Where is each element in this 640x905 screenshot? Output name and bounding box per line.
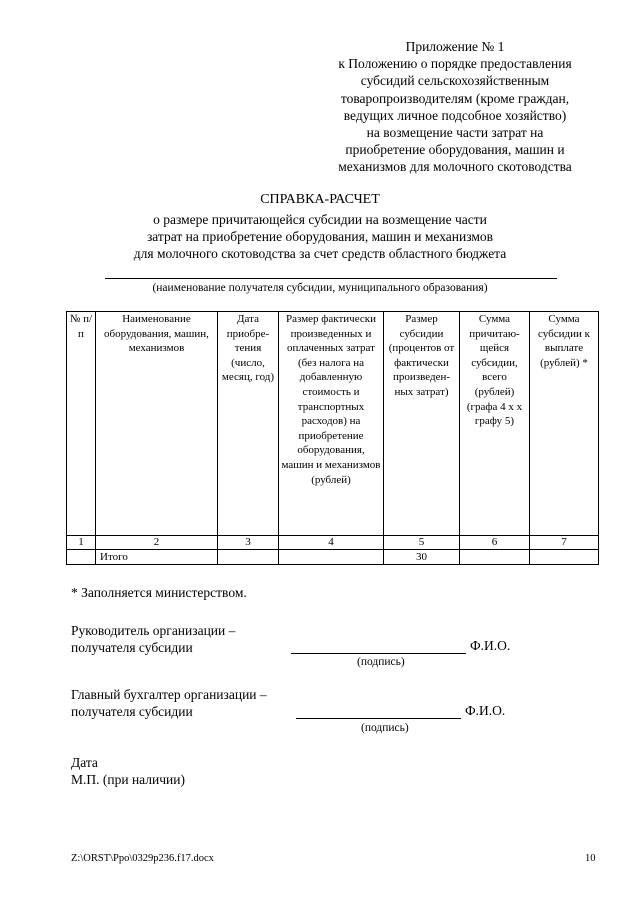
total-cell [67,550,96,565]
footnote: * Заполняется министерством. [71,585,247,600]
appendix-line: субсидий сельскохозяйственным [360,73,550,89]
header-cell: Наименование оборудования, машин, механизмов [96,312,218,536]
header-cell: Сумма причитаю-щейся субсидии, всего (рублей) (графа 4 х х графу 5) [460,312,530,536]
date-label: Дата [71,755,98,770]
appendix-line: к Положению о порядке предоставления [338,56,572,72]
total-cell [279,550,384,565]
stamp-label: М.П. (при наличии) [71,772,185,788]
column-number-cell: 2 [96,536,218,550]
signature-label-line: Главный бухгалтер организации – [71,687,267,702]
table-row [67,550,599,565]
signature-label-line: получателя субсидии [71,704,193,720]
footer-file-path: Z:\ORST\Ppo\0329p236.f17.docx [71,853,214,864]
signature-label-line: Руководитель организации – [71,623,236,638]
subtitle-line: о размере причитающейся субсидии на возмещение части [153,212,487,227]
accountant-signature-line [296,718,461,719]
accountant-signature-caption: (подпись) [361,722,409,734]
total-label-cell: Итого [96,550,218,565]
header-cell: № п/п [67,312,96,536]
appendix-line: механизмов для молочного скотоводства [338,159,572,175]
subtitle-line: для молочного скотоводства за счет средств областного бюджета [133,246,507,262]
appendix-line: на возмещение части затрат на [366,125,544,141]
header-cell: Размер фактически произведенных и оплаченных затрат (без налога на добавленную стоимость и транспортных расходов) на приобретение оборудования, машин и механизмов (рублей) [279,312,384,536]
document-subtitle [0,211,640,263]
date-block [71,754,185,788]
appendix-line: товаропроизводителям (кроме граждан, [340,90,570,106]
table-header-row [67,312,599,536]
column-number-cell: 7 [530,536,599,550]
total-cell [218,550,279,565]
head-signature-label [71,622,235,656]
accountant-fio: Ф.И.О. [465,703,506,718]
head-signature-caption: (подпись) [357,656,405,668]
recipient-line [105,278,557,279]
column-number-cell: 4 [279,536,384,550]
total-cell [530,550,599,565]
appendix-line: Приложение № 1 [405,39,505,54]
table-row [67,536,599,550]
appendix-line: ведущих личное подсобное хозяйство) [343,107,567,123]
total-cell [460,550,530,565]
signature-label-line: получателя субсидии [71,640,193,656]
column-number-cell: 5 [384,536,460,550]
subtitle-line: затрат на приобретение оборудования, машин и механизмов [146,229,494,245]
head-fio: Ф.И.О. [470,638,511,653]
document-title: СПРАВКА-РАСЧЕТ [260,192,380,207]
recipient-caption: (наименование получателя субсидии, муниципального образования) [152,282,488,294]
calculation-table [66,311,599,565]
head-signature-line [291,653,466,654]
total-cell: 30 [384,550,460,565]
appendix-header [300,38,610,176]
column-number-cell: 6 [460,536,530,550]
appendix-line: приобретение оборудования, машин и [345,142,565,158]
column-number-cell: 1 [67,536,96,550]
accountant-signature-label [71,686,267,720]
page-number: 10 [585,853,596,864]
column-number-cell: 3 [218,536,279,550]
header-cell: Дата приобре-тения (число, месяц, год) [218,312,279,536]
header-cell: Размер субсидии (процентов от фактически произведен-ных затрат) [384,312,460,536]
header-cell: Сумма субсидии к выплате (рублей) * [530,312,599,536]
